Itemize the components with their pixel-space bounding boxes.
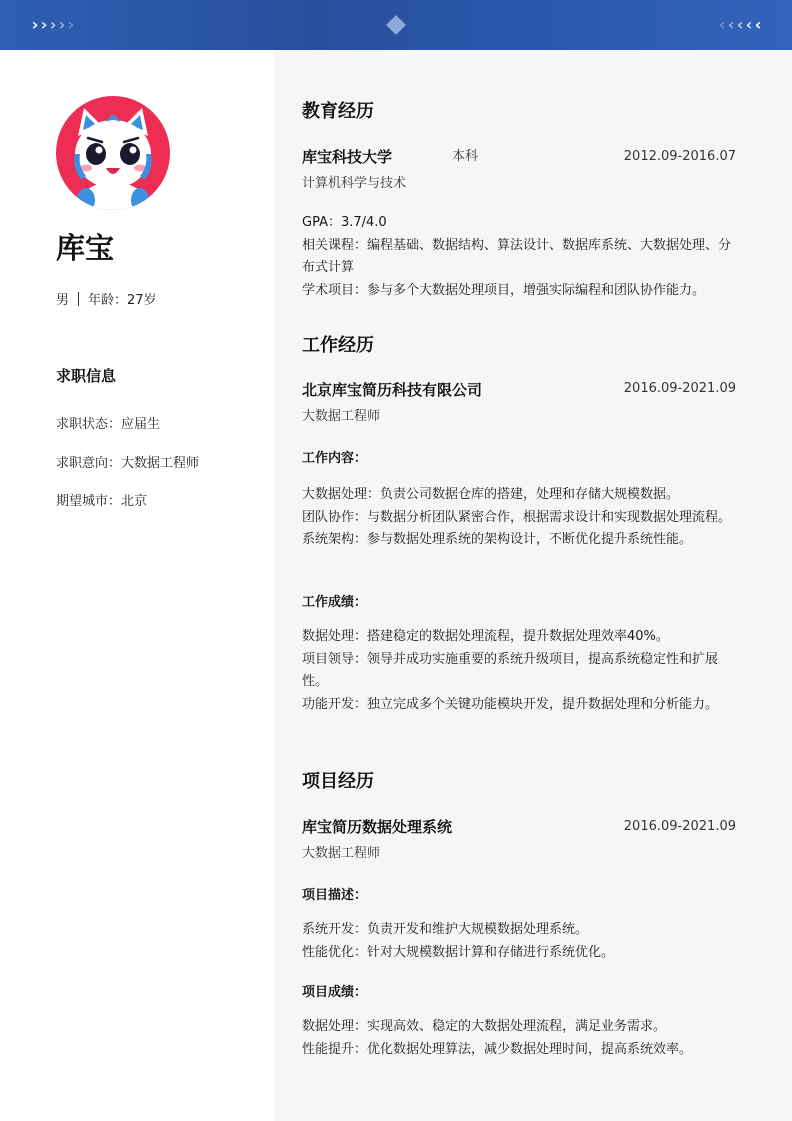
education-details [302, 212, 738, 302]
list-item: 项目领导：领导并成功实施重要的系统升级项目，提高系统稳定性和扩展性。 [302, 651, 719, 689]
degree: 本科 [452, 149, 479, 164]
diamond-icon [386, 15, 406, 35]
header-banner [0, 0, 792, 50]
cartoon-cat-mascot-icon [56, 96, 170, 210]
list-item: 学术项目：参与多个大数据处理项目，增强实际编程和团队协作能力。 [302, 282, 706, 298]
project-date: 2016.09-2021.09 [623, 819, 736, 834]
project-desc [302, 919, 738, 964]
list-item: 性能提升：优化数据处理算法，减少数据处理时间，提高系统效率。 [302, 1041, 693, 1057]
project-role: 大数据工程师 [302, 846, 381, 861]
list-item: 相关课程：编程基础、数据结构、算法设计、数据库系统、大数据处理、分布式计算 [302, 237, 732, 275]
project-name: 库宝简历数据处理系统 [302, 818, 453, 836]
work-content [302, 484, 738, 552]
project-title: 项目经历 [302, 771, 374, 792]
basic-info [56, 292, 157, 310]
list-item: 大数据处理：负责公司数据仓库的搭建，处理和存储大规模数据。 [302, 487, 680, 502]
age: 年龄：27岁 [88, 293, 157, 308]
work-achievements [302, 626, 738, 716]
education-date: 2012.09-2016.07 [623, 149, 736, 164]
project-results [302, 1016, 738, 1061]
list-item: 数据处理：实现高效、稳定的大数据处理流程，满足业务需求。 [302, 1019, 667, 1034]
list-item: 团队协作：与数据分析团队紧密合作，根据需求设计和实现数据处理流程。 [302, 509, 732, 525]
list-item: 功能开发：独立完成多个关键功能模块开发，提升数据处理和分析能力。 [302, 696, 719, 712]
work-title: 工作经历 [302, 335, 374, 356]
divider [78, 292, 79, 306]
list-item: 系统开发：负责开发和维护大规模数据处理系统。 [302, 922, 589, 937]
job-info-title: 求职信息 [56, 367, 117, 385]
work-position: 大数据工程师 [302, 409, 381, 424]
company-name: 北京库宝简历科技有限公司 [302, 381, 483, 399]
list-item: GPA：3.7/4.0 [302, 215, 387, 230]
sidebar [0, 50, 274, 1121]
list-item: 数据处理：搭建稳定的数据处理流程，提升数据处理效率40%。 [302, 629, 669, 644]
candidate-name: 库宝 [56, 231, 115, 265]
education-title: 教育经历 [302, 101, 374, 122]
list-item: 性能优化：针对大规模数据计算和存储进行系统优化。 [302, 944, 615, 960]
job-intention: 求职意向：大数据工程师 [56, 456, 200, 471]
work-content-title: 工作内容： [302, 451, 368, 466]
project-desc-title: 项目描述： [302, 888, 368, 903]
chevrons-left-icon: ‹ ‹ ‹ ‹ ‹ [718, 15, 761, 34]
avatar [56, 96, 170, 210]
list-item: 系统架构：参与数据处理系统的架构设计，不断优化提升系统性能。 [302, 532, 693, 547]
school-name: 库宝科技大学 [302, 148, 393, 166]
gender: 男 [56, 293, 70, 308]
chevrons-right-icon: › › › › › [31, 15, 74, 34]
work-date: 2016.09-2021.09 [623, 381, 736, 396]
major: 计算机科学与技术 [302, 176, 407, 191]
work-achievement-title: 工作成绩： [302, 595, 368, 610]
project-result-title: 项目成绩： [302, 985, 368, 1000]
expected-city: 期望城市：北京 [56, 494, 148, 509]
job-status: 求职状态：应届生 [56, 417, 161, 432]
